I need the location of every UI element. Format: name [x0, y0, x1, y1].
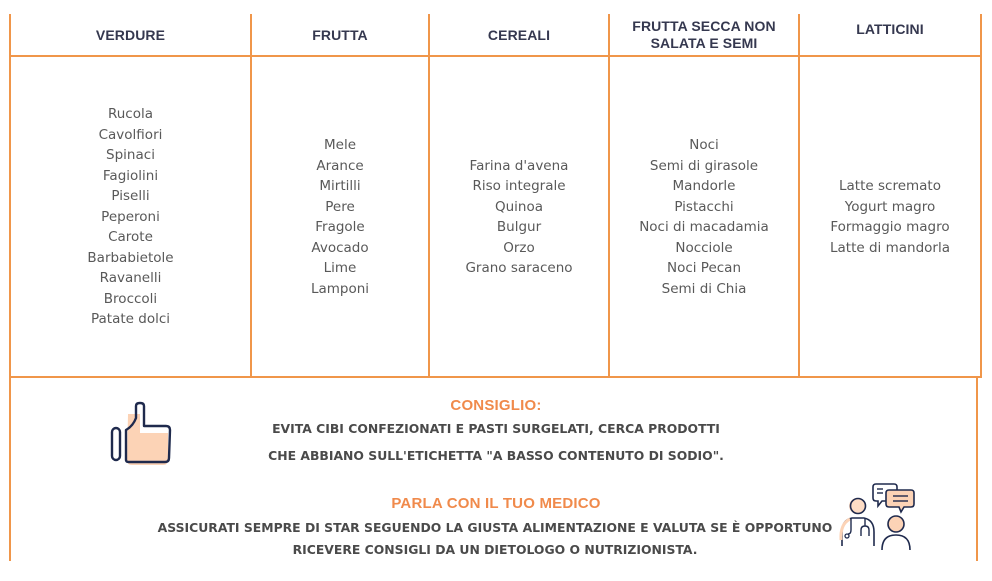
list-item: Arance: [316, 157, 364, 174]
list-item: Pistacchi: [674, 198, 734, 215]
list-item: Piselli: [111, 188, 150, 205]
column-body-cereali: [430, 57, 608, 377]
column-body-latticini: [800, 57, 980, 377]
list-item: Semi di Chia: [661, 280, 747, 297]
list-item: Mandorle: [672, 178, 736, 194]
list-item: Mele: [323, 137, 356, 153]
list-item: Avocado: [311, 239, 369, 256]
list-item: Formaggio magro: [830, 219, 950, 235]
list-item: Spinaci: [106, 147, 155, 164]
list-item: Semi di girasole: [649, 157, 759, 174]
list-item: Grano saraceno: [465, 260, 573, 276]
list-item: Riso integrale: [472, 178, 566, 194]
header-label: CEREALI: [487, 26, 551, 43]
list-item: Peperoni: [101, 208, 160, 225]
list-item: Latte di mandorla: [830, 239, 950, 256]
column-body-frutta-secca: [610, 57, 798, 377]
list-item: Noci: [689, 137, 719, 153]
tip-title: CONSIGLIO:: [450, 397, 542, 414]
list-item: Latte scremato: [839, 178, 941, 194]
header-label: FRUTTA: [312, 26, 368, 43]
list-item: Patate dolci: [90, 311, 171, 328]
list-item: Noci Pecan: [666, 260, 742, 276]
column-body-frutta: [252, 57, 428, 377]
list-item: Mirtilli: [319, 178, 361, 194]
list-item: Carote: [108, 229, 153, 246]
header-label: VERDURE: [95, 26, 166, 43]
list-item: Lime: [323, 260, 357, 276]
list-item: Orzo: [503, 239, 535, 256]
list-item: Ravanelli: [99, 270, 162, 287]
list-item: Quinoa: [494, 198, 544, 215]
list-item: Fragole: [315, 219, 365, 235]
list-item: Farina d'avena: [469, 157, 569, 174]
list-item: Broccoli: [103, 290, 158, 307]
header-label: LATTICINI: [856, 21, 924, 37]
column-header-frutta-secca: [610, 14, 798, 56]
list-item: Noci di macadamia: [639, 219, 769, 235]
column-header-cereali: [430, 14, 608, 56]
tip-text-line2: CHE ABBIANO SULL'ETICHETTA "A BASSO CONTENUTO DI SODIO".: [268, 448, 724, 463]
list-item: Barbabietole: [87, 249, 174, 266]
doctor-text-line1: ASSICURATI SEMPRE DI STAR SEGUENDO LA GIUSTA ALIMENTAZIONE E VALUTA SE È OPPORTUNO: [157, 520, 833, 535]
list-item: Yogurt magro: [844, 198, 936, 215]
column-header-verdure: [11, 14, 250, 56]
list-item: Pere: [325, 198, 355, 215]
list-item: Nocciole: [675, 239, 733, 256]
list-item: Cavolfiori: [98, 126, 163, 143]
doctor-title: PARLA CON IL TUO MEDICO: [391, 495, 601, 512]
table-border-right: [980, 14, 982, 378]
column-body-verdure: [11, 57, 250, 377]
list-item: Rucola: [107, 106, 154, 123]
list-item: Fagiolini: [102, 167, 159, 184]
header-label-line1: FRUTTA SECCA NON: [632, 18, 776, 34]
doctor-text-line2: RICEVERE CONSIGLI DA UN DIETOLOGO O NUTRIZIONISTA.: [292, 542, 698, 557]
list-item: Lamponi: [310, 280, 370, 297]
list-item: Bulgur: [496, 219, 542, 235]
doctor-consultation-icon: [838, 480, 920, 552]
tip-text-line1: EVITA CIBI CONFEZIONATI E PASTI SURGELATI, CERCA PRODOTTI: [272, 421, 720, 436]
header-label-line2: SALATA E SEMI: [650, 35, 758, 51]
column-header-frutta: [252, 14, 428, 56]
column-header-latticini: [800, 14, 980, 56]
